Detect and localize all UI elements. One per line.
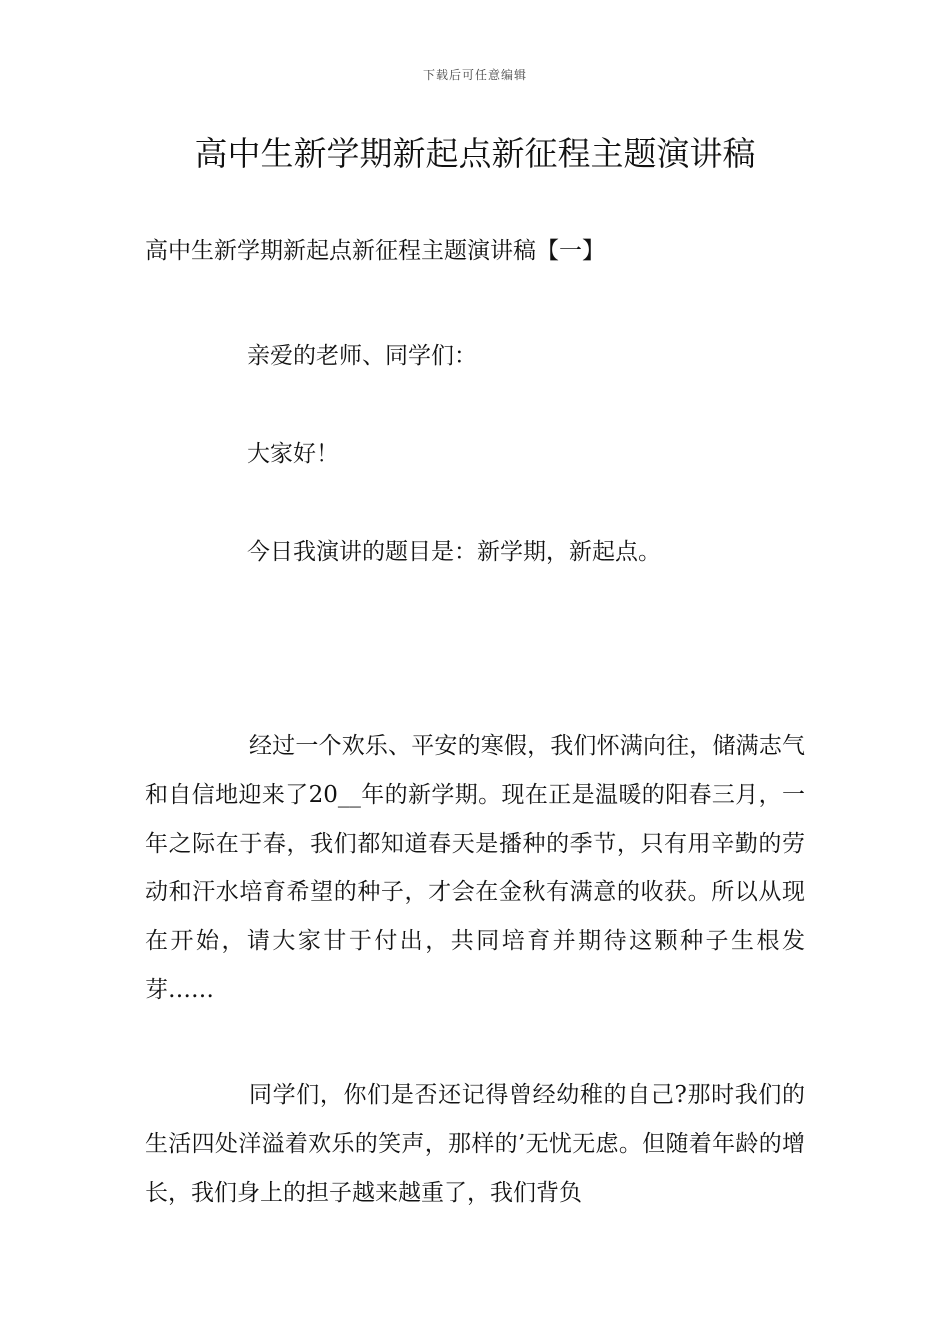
section-heading: 高中生新学期新起点新征程主题演讲稿【一】 [145, 238, 605, 264]
greeting-line: 亲爱的老师、同学们： [247, 343, 477, 369]
topic-line: 今日我演讲的题目是：新学期，新起点。 [247, 539, 661, 565]
header-note: 下载后可任意编辑 [422, 68, 527, 82]
hello-line: 大家好！ [247, 441, 339, 467]
body-paragraph: 同学们，你们是否还记得曾经幼稚的自己?那时我们的生活四处洋溢着欢乐的笑声，那样的’无忧无虑。但随着年龄的增长，我们身上的担子越来越重了，我们背负 [145, 1082, 805, 1206]
body-paragraph: 经过一个欢乐、平安的寒假，我们怀满向往，储满志气和自信地迎来了20__年的新学期。现在正是温暖的阳春三月，一年之际在于春，我们都知道春天是播种的季节，只有用辛勤的劳动和汗水培育希望的种子，才会在金秋有满意的收获。所以从现在开始，请大家甘于付出，共同培育并期待这颗种子生根发芽…… [145, 733, 805, 1003]
document-title: 高中生新学期新起点新征程主题演讲稿 [194, 134, 756, 173]
